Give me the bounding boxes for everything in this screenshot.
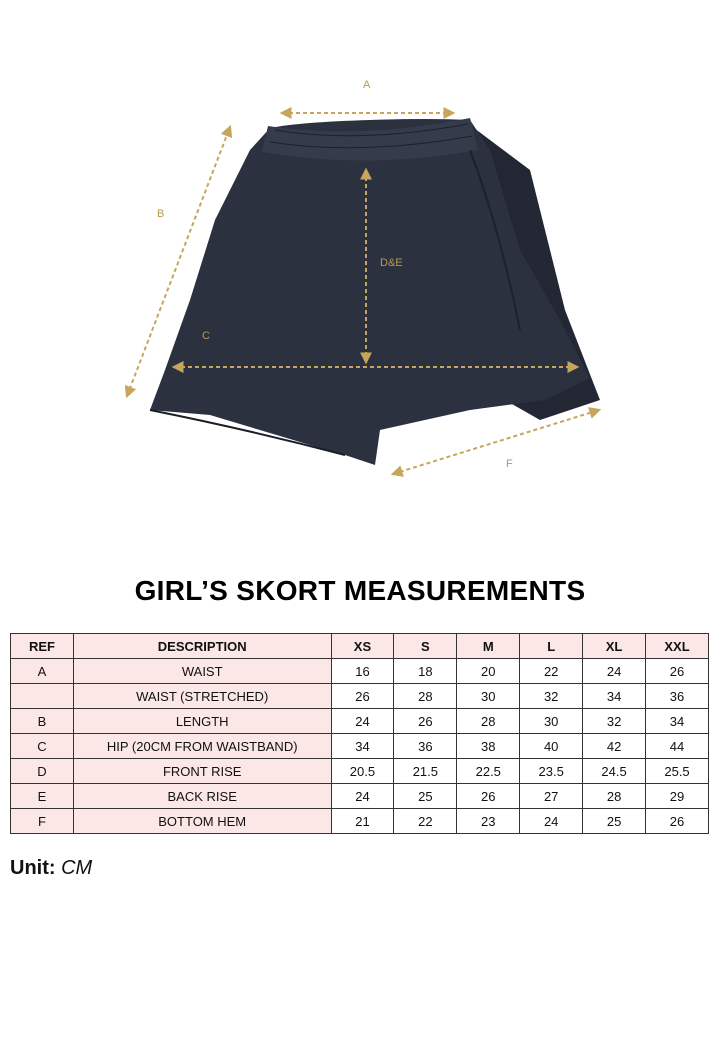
cell-m: 20 (457, 659, 520, 684)
cell-xxl: 25.5 (646, 759, 709, 784)
cell-xxl: 44 (646, 734, 709, 759)
header-description: DESCRIPTION (73, 634, 331, 659)
cell-l: 23.5 (520, 759, 583, 784)
header-l: L (520, 634, 583, 659)
cell-l: 22 (520, 659, 583, 684)
table-row (11, 684, 709, 709)
cell-s: 18 (394, 659, 457, 684)
row-ref: E (11, 784, 74, 809)
cell-xl: 24 (583, 659, 646, 684)
row-description: BACK RISE (73, 784, 331, 809)
unit-label: Unit: (10, 857, 56, 879)
measurement-table (10, 633, 709, 834)
cell-s: 26 (394, 709, 457, 734)
cell-m: 23 (457, 809, 520, 834)
cell-xs: 16 (331, 659, 394, 684)
cell-xl: 28 (583, 784, 646, 809)
cell-m: 22.5 (457, 759, 520, 784)
row-description: HIP (20CM FROM WAISTBAND) (73, 734, 331, 759)
cell-l: 40 (520, 734, 583, 759)
cell-xl: 42 (583, 734, 646, 759)
cell-xs: 20.5 (331, 759, 394, 784)
row-description: WAIST (73, 659, 331, 684)
cell-xs: 24 (331, 709, 394, 734)
row-ref: C (11, 734, 74, 759)
cell-xl: 34 (583, 684, 646, 709)
cell-xxl: 36 (646, 684, 709, 709)
unit-note (10, 857, 92, 880)
cell-m: 28 (457, 709, 520, 734)
header-xl: XL (583, 634, 646, 659)
cell-xxl: 26 (646, 659, 709, 684)
label-a: A (363, 79, 371, 91)
header-xxl: XXL (646, 634, 709, 659)
cell-l: 32 (520, 684, 583, 709)
row-ref: F (11, 809, 74, 834)
row-ref: B (11, 709, 74, 734)
row-description: BOTTOM HEM (73, 809, 331, 834)
label-f: F (506, 458, 513, 470)
row-description: LENGTH (73, 709, 331, 734)
label-de: D&E (380, 257, 403, 269)
row-ref: D (11, 759, 74, 784)
header-m: M (457, 634, 520, 659)
cell-xxl: 34 (646, 709, 709, 734)
table-row (11, 809, 709, 834)
row-description: FRONT RISE (73, 759, 331, 784)
row-description: WAIST (STRETCHED) (73, 684, 331, 709)
cell-xs: 21 (331, 809, 394, 834)
page-title: GIRL’S SKORT MEASUREMENTS (134, 575, 586, 606)
cell-xl: 25 (583, 809, 646, 834)
cell-s: 28 (394, 684, 457, 709)
cell-m: 26 (457, 784, 520, 809)
cell-m: 38 (457, 734, 520, 759)
cell-s: 22 (394, 809, 457, 834)
cell-xl: 24.5 (583, 759, 646, 784)
table-header-row (11, 634, 709, 659)
label-b: B (157, 208, 165, 220)
table-row (11, 784, 709, 809)
cell-xs: 34 (331, 734, 394, 759)
unit-value: CM (61, 857, 93, 879)
cell-s: 21.5 (394, 759, 457, 784)
cell-s: 36 (394, 734, 457, 759)
cell-s: 25 (394, 784, 457, 809)
table-row (11, 734, 709, 759)
row-ref (11, 684, 74, 709)
cell-m: 30 (457, 684, 520, 709)
label-c: C (202, 330, 210, 342)
cell-xxl: 29 (646, 784, 709, 809)
cell-l: 24 (520, 809, 583, 834)
header-s: S (394, 634, 457, 659)
cell-xl: 32 (583, 709, 646, 734)
table-row (11, 709, 709, 734)
cell-l: 27 (520, 784, 583, 809)
cell-l: 30 (520, 709, 583, 734)
header-xs: XS (331, 634, 394, 659)
table-row (11, 759, 709, 784)
cell-xs: 26 (331, 684, 394, 709)
cell-xs: 24 (331, 784, 394, 809)
cell-xxl: 26 (646, 809, 709, 834)
row-ref: A (11, 659, 74, 684)
table-row (11, 659, 709, 684)
header-ref: REF (11, 634, 74, 659)
